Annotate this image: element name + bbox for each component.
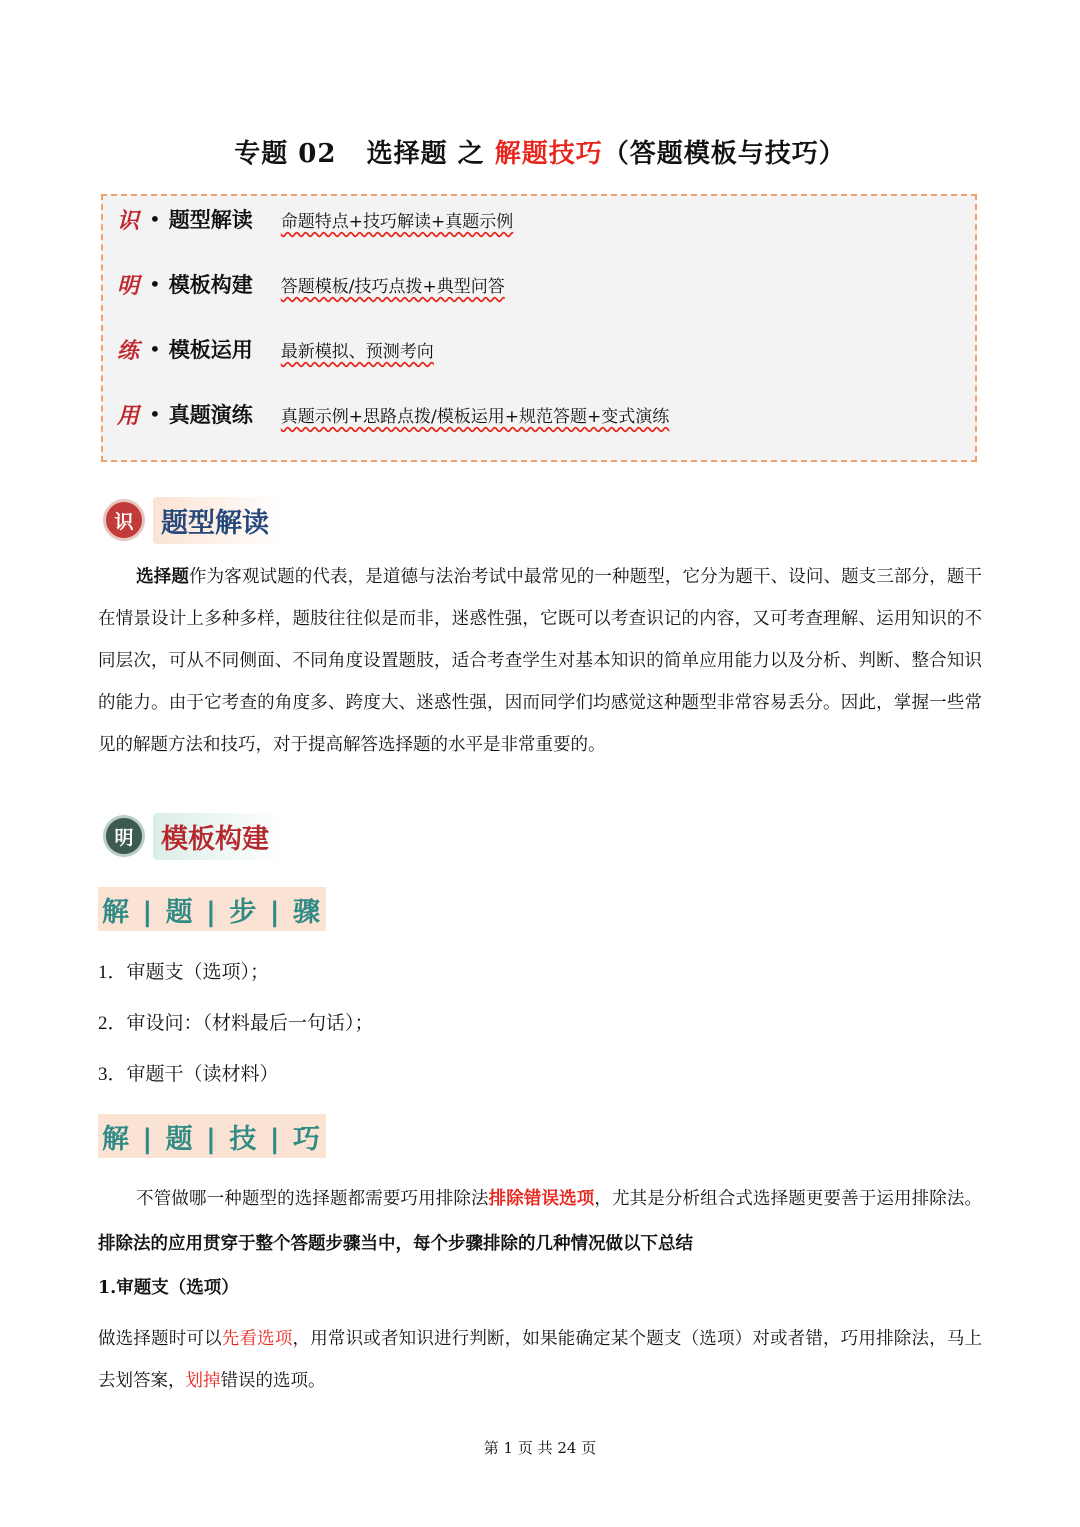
title-topic: 选择题 之 [366, 139, 485, 169]
steps-banner: 解 | 题 | 步 | 骤 [98, 887, 326, 931]
step-text: 审题干（读材料） [126, 1063, 279, 1085]
intro-text: 作为客观试题的代表，是道德与法治考试中最常见的一种题型，它分为题干、设问、题支三部分，题干在情景设计上多种多样，题肢往往似是而非，迷惑性强，它既可以考查识记的内容，又可考查理解、运用知识的不同层次，可从不同侧面、不同角度设置题肢，适合考查学生对基本知识的简单应用能力以及分析、判断、整合知识的能力。由于它考查的角度多、跨度大、迷惑性强，因而同学们均感觉这种题型非常容易丢分。因此，掌握一些常见的解题方法和技巧，对于提高解答选择题的水平是非常重要的。 [98, 567, 982, 755]
toc-desc: 最新模拟、预测考向 [280, 341, 434, 362]
badge-text: 模板构建 [153, 813, 285, 860]
toc-row [117, 394, 669, 434]
toc-char: 明 [117, 272, 140, 299]
bullet-icon: • [149, 272, 161, 296]
bullet-icon: • [149, 402, 161, 426]
step-item [98, 1059, 279, 1086]
bullet-icon: • [149, 207, 161, 231]
page-footer: 第 1 页 共 24 页 [483, 1439, 597, 1457]
step-item [98, 957, 269, 984]
toc-row [117, 199, 513, 239]
title-suffix: （答题模板与技巧） [602, 139, 846, 169]
tips-text: 不管做哪一种题型的选择题都需要巧用排除法 [136, 1189, 489, 1209]
badge-circle: 识 [103, 499, 145, 541]
step-number: 2． [98, 1013, 127, 1034]
tips-text: 错误的选项。 [220, 1371, 326, 1391]
tips-bold: 排除法的应用贯穿于整个答题步骤当中，每个步骤排除的几种情况做以下总结 [98, 1234, 693, 1254]
section-badge-interpretation [103, 496, 285, 544]
toc-label: 题型解读 [168, 208, 253, 232]
tips-text: 做选择题时可以 [98, 1329, 222, 1349]
intro-bold: 选择题 [136, 567, 189, 587]
toc-box [101, 194, 977, 462]
step-number: 1． [98, 962, 127, 983]
title-highlight: 解题技巧 [494, 139, 603, 169]
toc-char: 识 [117, 207, 140, 234]
toc-desc: 真题示例+思路点拨/模板运用+规范答题+变式演练 [280, 406, 670, 427]
toc-label: 模板运用 [168, 338, 253, 362]
intro-paragraph [98, 556, 982, 766]
step-item [98, 1008, 374, 1035]
toc-desc: 命题特点+技巧解读+真题示例 [280, 211, 514, 232]
toc-row [117, 264, 505, 304]
bullet-icon: • [149, 337, 161, 361]
tips-text: ，尤其是分析组合式选择题更要善于运用排除法。 [594, 1189, 982, 1209]
step-number: 3． [98, 1064, 127, 1085]
tips-heading: 1.审题支（选项） [98, 1278, 239, 1298]
title-prefix: 专题 [234, 139, 289, 169]
step-text: 审设问：（材料最后一句话）； [126, 1012, 374, 1034]
toc-label: 模板构建 [168, 273, 253, 297]
toc-char: 用 [117, 402, 140, 429]
tips-paragraph [98, 1177, 982, 1267]
step-text: 审题支（选项）； [126, 961, 270, 983]
toc-desc: 答题模板/技巧点拨+典型问答 [280, 276, 505, 297]
toc-label: 真题演练 [168, 403, 253, 427]
tips-red: 划掉 [185, 1371, 221, 1391]
toc-row [117, 329, 434, 369]
badge-text: 题型解读 [153, 497, 285, 544]
title-number: 02 [298, 139, 337, 169]
tips-red: 排除错误选项 [488, 1189, 595, 1209]
badge-circle: 明 [103, 815, 145, 857]
document-title [0, 133, 1080, 170]
tips-text: ，用常识或者知识进行判断，如果能确定某个题支（选项）对或者错，巧用排除法，马上去划答案， [98, 1329, 983, 1391]
tips-paragraph-2 [98, 1318, 982, 1402]
toc-char: 练 [117, 337, 140, 364]
section-badge-template [103, 812, 285, 860]
tips-red: 先看选项 [221, 1329, 293, 1349]
tips-banner: 解 | 题 | 技 | 巧 [98, 1114, 326, 1158]
